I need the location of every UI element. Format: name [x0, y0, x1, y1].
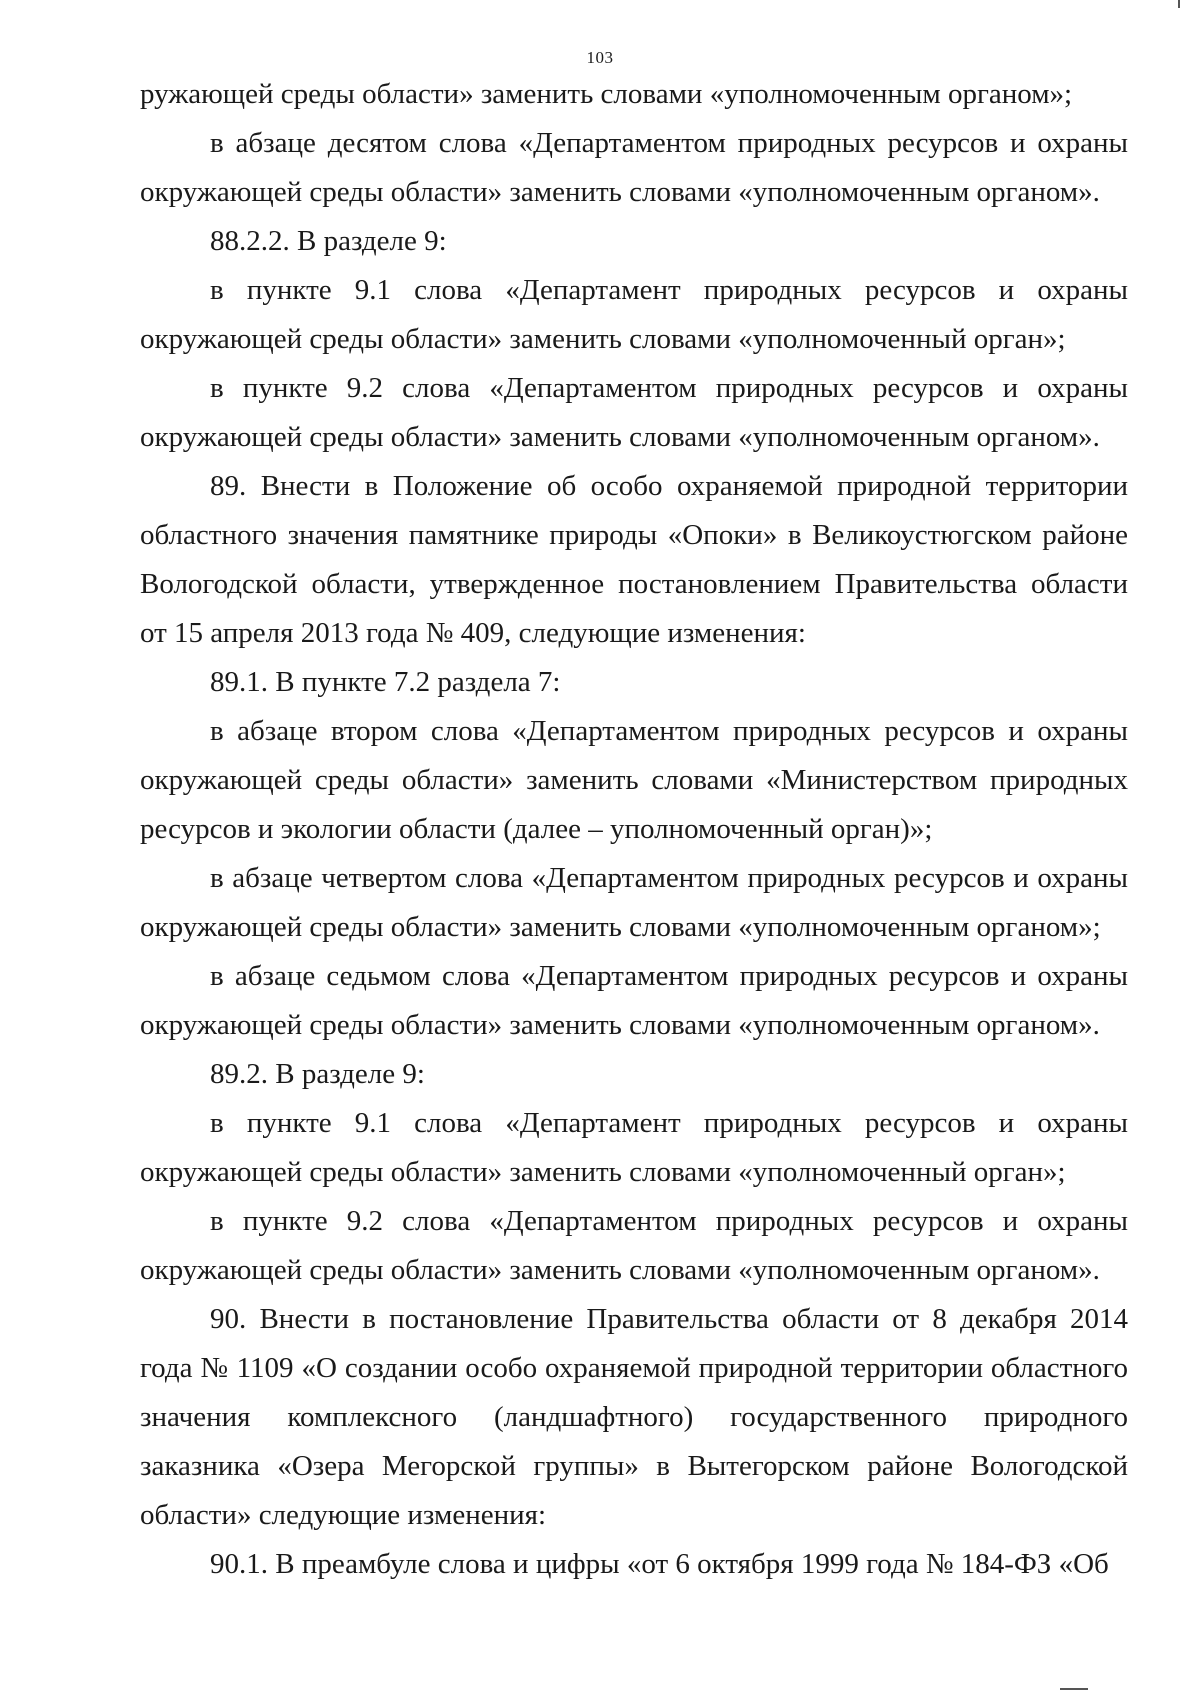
paragraph-89-2-heading: 89.2. В разделе 9: [210, 1058, 425, 1090]
paragraph-89-1-clause-7: в абзаце седьмом слова «Департаментом природных ресурсов и охраны окружающей среды области» заменить словами «уполномоченным органом». [140, 960, 1128, 1041]
paragraph-89: 89. Внести в Положение об особо охраняемой природной территории областного значения памятнике природы «Опоки» в Великоустюгском районе Вологодской области, утвержденное постановлением Правительства области от 15 апреля 2013 года № 409, следующие изменения: [140, 470, 1128, 649]
paragraph-90: 90. Внести в постановление Правительства области от 8 декабря 2014 года № 1109 «О создании особо охраняемой природной территории областного значения комплексного (ландшафтного) государственного природного заказника «Озера Мегорской группы» в Вытегорском районе Вологодской области» следующие изменения: [140, 1303, 1128, 1531]
paragraph-89-2-item-9-2: в пункте 9.2 слова «Департаментом природных ресурсов и охраны окружающей среды области» заменить словами «уполномоченным органом». [140, 1205, 1128, 1286]
paragraph-89-1-clause-2: в абзаце втором слова «Департаментом природных ресурсов и охраны окружающей среды области» заменить словами «Министерством природных ресурсов и экологии области (далее – уполномоченный орган)»; [140, 715, 1128, 845]
document-body [140, 70, 1128, 1589]
paragraph-88-2-2-heading: 88.2.2. В разделе 9: [210, 225, 447, 257]
paragraph-88-2-2-item-9-1: в пункте 9.1 слова «Департамент природных ресурсов и охраны окружающей среды области» заменить словами «уполномоченный орган»; [140, 274, 1128, 355]
paragraph-89-2-item-9-1: в пункте 9.1 слова «Департамент природных ресурсов и охраны окружающей среды области» заменить словами «уполномоченный орган»; [140, 1107, 1128, 1188]
paragraph-continuation: ружающей среды области» заменить словами «уполномоченным органом»; [140, 78, 1073, 110]
paragraph-90-1: 90.1. В преамбуле слова и цифры «от 6 октября 1999 года № 184-ФЗ «Об [210, 1548, 1109, 1580]
paragraph-89-1-clause-4: в абзаце четвертом слова «Департаментом природных ресурсов и охраны окружающей среды области» заменить словами «уполномоченным органом»; [140, 862, 1128, 943]
scan-artifact-bottom-right [1060, 1688, 1088, 1690]
paragraph-89-1-heading: 89.1. В пункте 7.2 раздела 7: [210, 666, 561, 698]
paragraph-88-2-1-clause-10: в абзаце десятом слова «Департаментом природных ресурсов и охраны окружающей среды области» заменить словами «уполномоченным органом». [140, 127, 1128, 208]
paragraph-88-2-2-item-9-2: в пункте 9.2 слова «Департаментом природных ресурсов и охраны окружающей среды области» заменить словами «уполномоченным органом». [140, 372, 1128, 453]
page-number: 103 [586, 48, 614, 67]
scan-artifact-top-right [1178, 0, 1180, 8]
